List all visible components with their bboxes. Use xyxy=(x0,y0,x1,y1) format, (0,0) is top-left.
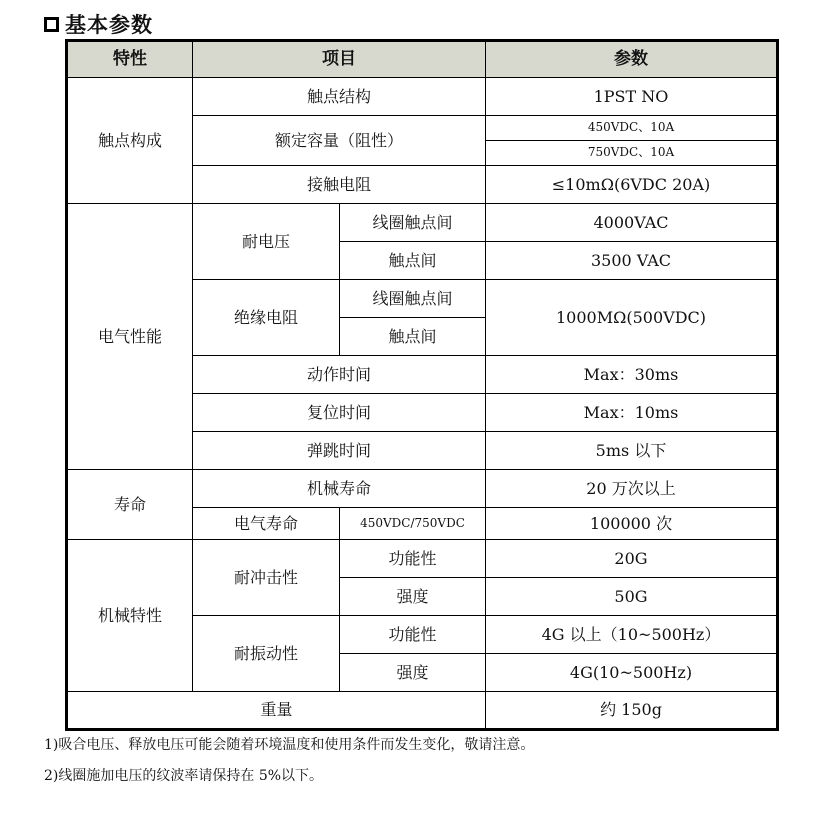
value-rated-750: 750VDC、10A xyxy=(486,141,778,166)
item-mechanical-life: 机械寿命 xyxy=(193,470,486,508)
value-release-time: Max：10ms xyxy=(486,394,778,432)
sub-between-contacts: 触点间 xyxy=(340,242,486,280)
value-withstand-contacts: 3500 VAC xyxy=(486,242,778,280)
value-vibration-functional: 4G 以上（10~500Hz） xyxy=(486,616,778,654)
value-withstand-coil: 4000VAC xyxy=(486,204,778,242)
checkbox-square-icon xyxy=(44,17,59,32)
table-header-row xyxy=(67,41,778,78)
value-shock-functional: 20G xyxy=(486,540,778,578)
group-life: 寿命 xyxy=(67,470,193,540)
item-shock: 耐冲击性 xyxy=(193,540,340,616)
sub-between-contacts: 触点间 xyxy=(340,318,486,356)
note-1: 1)吸合电压、释放电压可能会随着环境温度和使用条件而发生变化，敬请注意。 xyxy=(44,737,535,753)
item-rated-capacity: 额定容量（阻性） xyxy=(193,116,486,166)
group-electrical: 电气性能 xyxy=(67,204,193,470)
note-2: 2)线圈施加电压的纹波率请保持在 5%以下。 xyxy=(44,768,324,784)
sub-coil-contact: 线圈触点间 xyxy=(340,280,486,318)
sub-strength: 强度 xyxy=(340,578,486,616)
value-contact-structure: 1PST NO xyxy=(486,78,778,116)
value-contact-resistance: ≤10mΩ(6VDC 20A) xyxy=(486,166,778,204)
item-vibration: 耐振动性 xyxy=(193,616,340,692)
item-withstand-voltage: 耐电压 xyxy=(193,204,340,280)
sub-strength: 强度 xyxy=(340,654,486,692)
item-operate-time: 动作时间 xyxy=(193,356,486,394)
value-mechanical-life: 20 万次以上 xyxy=(486,470,778,508)
item-weight: 重量 xyxy=(67,692,486,730)
item-release-time: 复位时间 xyxy=(193,394,486,432)
section-title-text: 基本参数 xyxy=(65,13,153,37)
sub-functional: 功能性 xyxy=(340,540,486,578)
table-row xyxy=(67,470,778,508)
item-contact-resistance: 接触电阻 xyxy=(193,166,486,204)
section-title xyxy=(44,10,153,38)
item-electrical-life: 电气寿命 xyxy=(193,508,340,540)
cond-electrical-life: 450VDC/750VDC xyxy=(340,508,486,540)
header-characteristic: 特性 xyxy=(67,41,193,78)
group-mechanical: 机械特性 xyxy=(67,540,193,692)
item-insulation: 绝缘电阻 xyxy=(193,280,340,356)
value-electrical-life: 100000 次 xyxy=(486,508,778,540)
table-row xyxy=(67,540,778,578)
table-row xyxy=(67,692,778,730)
item-bounce-time: 弹跳时间 xyxy=(193,432,486,470)
group-contact: 触点构成 xyxy=(67,78,193,204)
value-bounce-time: 5ms 以下 xyxy=(486,432,778,470)
value-insulation: 1000MΩ(500VDC) xyxy=(486,280,778,356)
value-rated-450: 450VDC、10A xyxy=(486,116,778,141)
value-operate-time: Max：30ms xyxy=(486,356,778,394)
sub-functional: 功能性 xyxy=(340,616,486,654)
item-contact-structure: 触点结构 xyxy=(193,78,486,116)
value-weight: 约 150g xyxy=(486,692,778,730)
header-parameter: 参数 xyxy=(486,41,778,78)
table-row xyxy=(67,204,778,242)
header-item: 项目 xyxy=(193,41,486,78)
value-vibration-strength: 4G(10~500Hz) xyxy=(486,654,778,692)
table-row xyxy=(67,78,778,116)
sub-coil-contact: 线圈触点间 xyxy=(340,204,486,242)
value-shock-strength: 50G xyxy=(486,578,778,616)
spec-table xyxy=(65,39,779,731)
